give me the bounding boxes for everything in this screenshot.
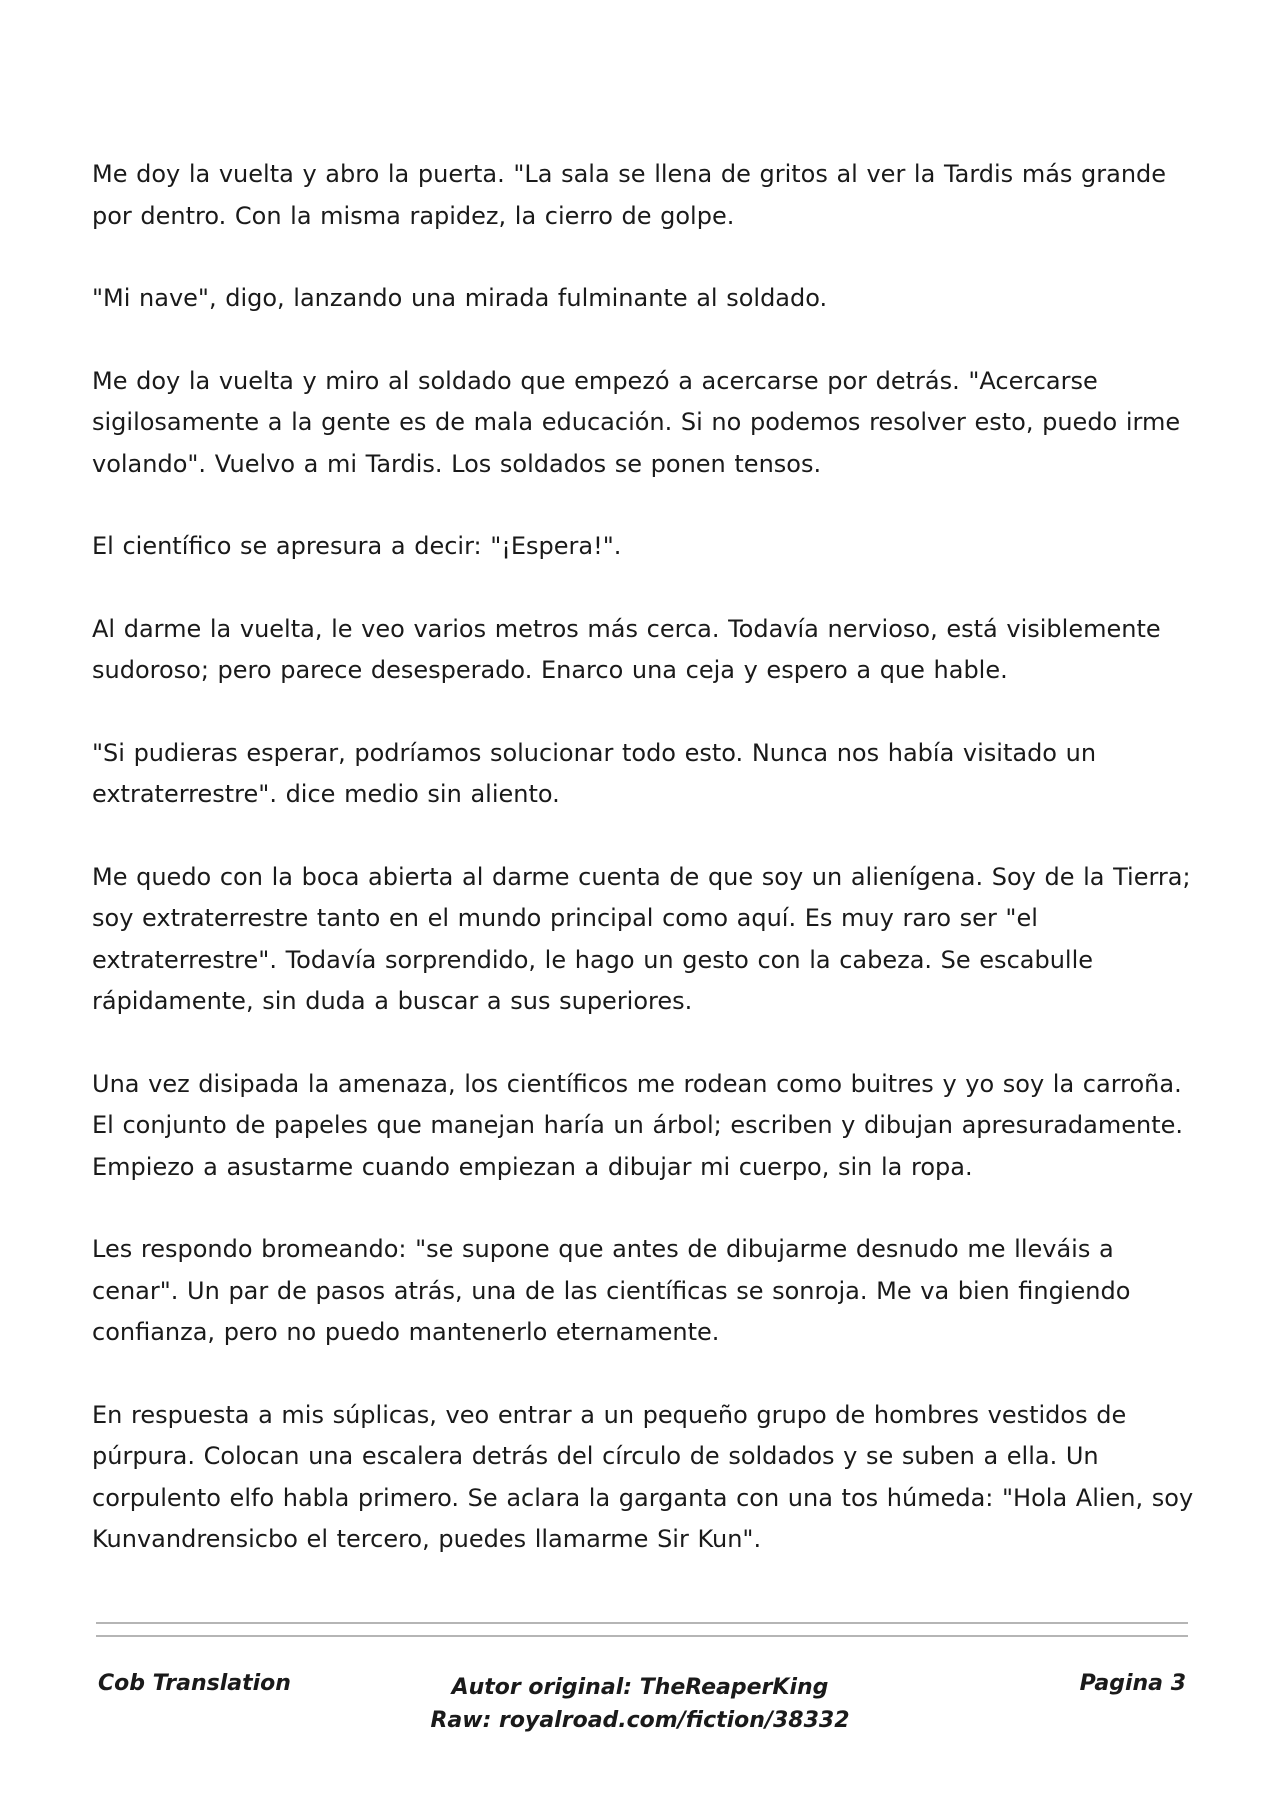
- footer-source: [340, 1671, 940, 1737]
- footer-page-number: Pagina 3: [1079, 1671, 1186, 1696]
- footer-divider-top: [96, 1622, 1188, 1624]
- paragraph-2: "Mi nave", digo, lanzando una mirada fulminante al soldado.: [92, 284, 828, 312]
- paragraph-9: Les respondo bromeando: "se supone que antes de dibujarme desnudo me lleváis a cenar". Un par de pasos atrás, una de las científicas se sonroja. Me va bien fingiendo confianza, pero no puedo mantenerlo eternamente.: [92, 1235, 1131, 1346]
- footer-divider-bottom: [96, 1635, 1188, 1637]
- body-text: [92, 154, 1202, 1602]
- paragraph-7: Me quedo con la boca abierta al darme cuenta de que soy un alienígena. Soy de la Tierra; soy extraterrestre tanto en el mundo principal como aquí. Es muy raro ser "el extraterrestre". Todavía sorprendido, le hago un gesto con la cabeza. Se escabulle rápidamente, sin duda a buscar a sus superiores.: [92, 862, 1191, 1015]
- footer-translator: Cob Translation: [98, 1671, 291, 1696]
- footer-raw-link: Raw: royalroad.com/fiction/38332: [430, 1708, 850, 1733]
- paragraph-10: En respuesta a mis súplicas, veo entrar a un pequeño grupo de hombres vestidos de púrpura. Colocan una escalera detrás del círculo de soldados y se suben a ella. Un corpulento elfo habla primero. Se aclara la garganta con una tos húmeda: "Hola Alien, soy Kunvandrensicbo el tercero, puedes llamarme Sir Kun".: [92, 1400, 1194, 1553]
- paragraph-6: "Si pudieras esperar, podríamos solucionar todo esto. Nunca nos había visitado un extraterrestre". dice medio sin aliento.: [92, 738, 1097, 808]
- paragraph-5: Al darme la vuelta, le veo varios metros más cerca. Todavía nervioso, está visiblemente sudoroso; pero parece desesperado. Enarco una ceja y espero a que hable.: [92, 614, 1161, 684]
- paragraph-3: Me doy la vuelta y miro al soldado que empezó a acercarse por detrás. "Acercarse sigilosamente a la gente es de mala educación. Si no podemos resolver esto, puedo irme volando". Vuelvo a mi Tardis. Los soldados se ponen tensos.: [92, 366, 1181, 478]
- paragraph-8: Una vez disipada la amenaza, los científicos me rodean como buitres y yo soy la carroña. El conjunto de papeles que manejan haría un árbol; escriben y dibujan apresuradamente. Empiezo a asustarme cuando empiezan a dibujar mi cuerpo, sin la ropa.: [92, 1069, 1184, 1181]
- footer-author: Autor original: TheReaperKing: [451, 1675, 829, 1700]
- paragraph-1: Me doy la vuelta y abro la puerta. "La sala se llena de gritos al ver la Tardis más grande por dentro. Con la misma rapidez, la cierro de golpe.: [92, 160, 1167, 230]
- paragraph-4: El científico se apresura a decir: "¡Espera!".: [92, 532, 622, 560]
